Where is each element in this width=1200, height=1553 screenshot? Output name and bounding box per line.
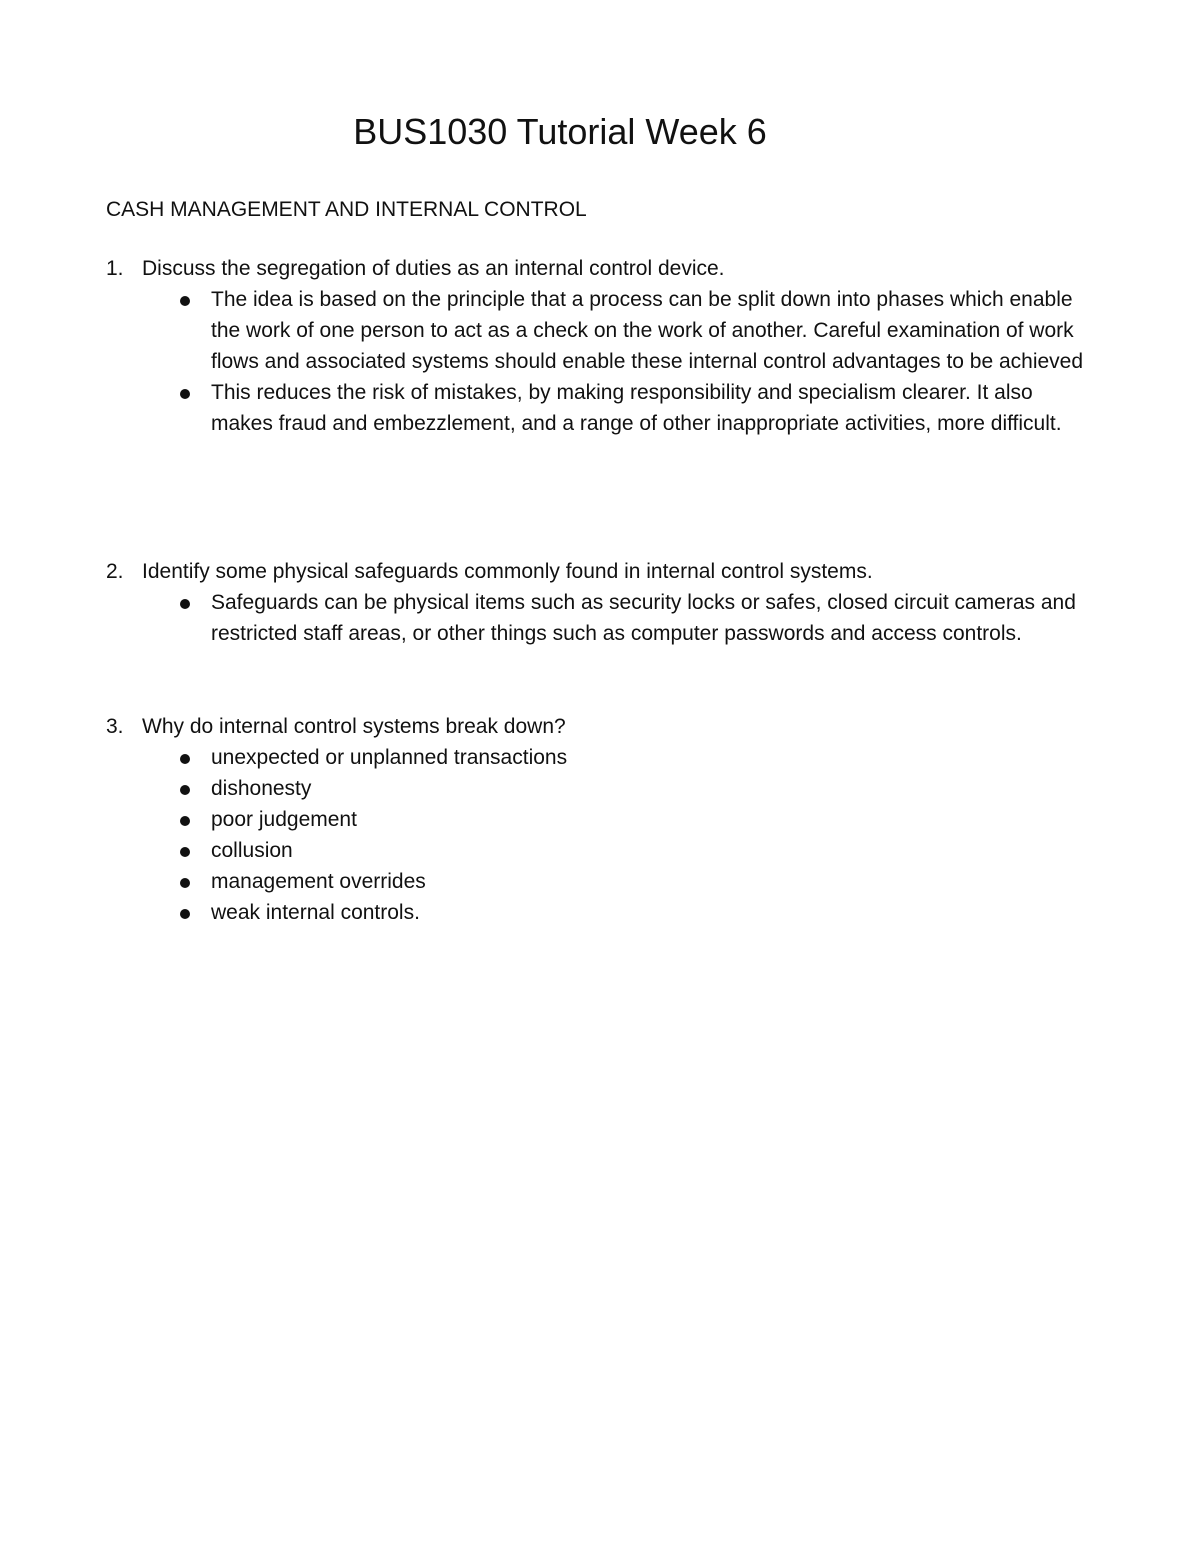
answer-text: poor judgement [211,808,357,831]
page-title: BUS1030 Tutorial Week 6 [353,111,767,152]
question-number: 1. [106,257,124,280]
bullet-icon [176,835,211,866]
list-item [176,897,1086,928]
answer-list [106,284,1086,439]
bullet-icon [176,587,211,618]
bullet-icon [176,866,211,897]
question-1-header [106,253,1086,284]
list-item [176,284,1086,377]
answer-text: This reduces the risk of mistakes, by making responsibility and specialism clearer. It also makes fraud and embezzlement, and a range of other inappropriate activities, more difficult. [211,381,1062,435]
question-number: 3. [106,715,124,738]
answer-list [106,742,1086,928]
list-item [176,804,1086,835]
answer-text: unexpected or unplanned transactions [211,746,568,769]
bullet-icon [176,773,211,804]
list-item [176,835,1086,866]
answer-list [106,587,1086,649]
answer-text: collusion [211,839,293,862]
bullet-icon [176,284,211,315]
answer-text: Safeguards can be physical items such as security locks or safes, closed circuit cameras and restricted staff areas, or other things such as computer passwords and access controls. [211,591,1076,645]
list-item [176,377,1086,439]
list-item [176,866,1086,897]
question-2-header [106,556,1086,587]
bullet-icon [176,742,211,773]
question-text: Identify some physical safeguards commonly found in internal control systems. [142,560,873,583]
answer-text: dishonesty [211,777,312,800]
bullet-icon [176,377,211,408]
question-3 [106,711,1086,928]
question-3-header [106,711,1086,742]
bullet-icon [176,804,211,835]
list-item [176,742,1086,773]
question-2 [106,556,1086,649]
answer-text: management overrides [211,870,426,893]
section-heading: CASH MANAGEMENT AND INTERNAL CONTROL [106,198,587,221]
answer-text: The idea is based on the principle that a process can be split down into phases which enable the work of one person to act as a check on the work of another. Careful examination of work flows and associated systems should enable these internal control advantages to be achieved [211,288,1084,373]
list-item [176,587,1086,649]
list-item [176,773,1086,804]
question-1 [106,253,1086,439]
question-number: 2. [106,560,124,583]
question-text: Discuss the segregation of duties as an internal control device. [142,257,725,280]
question-text: Why do internal control systems break down? [142,715,566,738]
bullet-icon [176,897,211,928]
answer-text: weak internal controls. [211,901,420,924]
